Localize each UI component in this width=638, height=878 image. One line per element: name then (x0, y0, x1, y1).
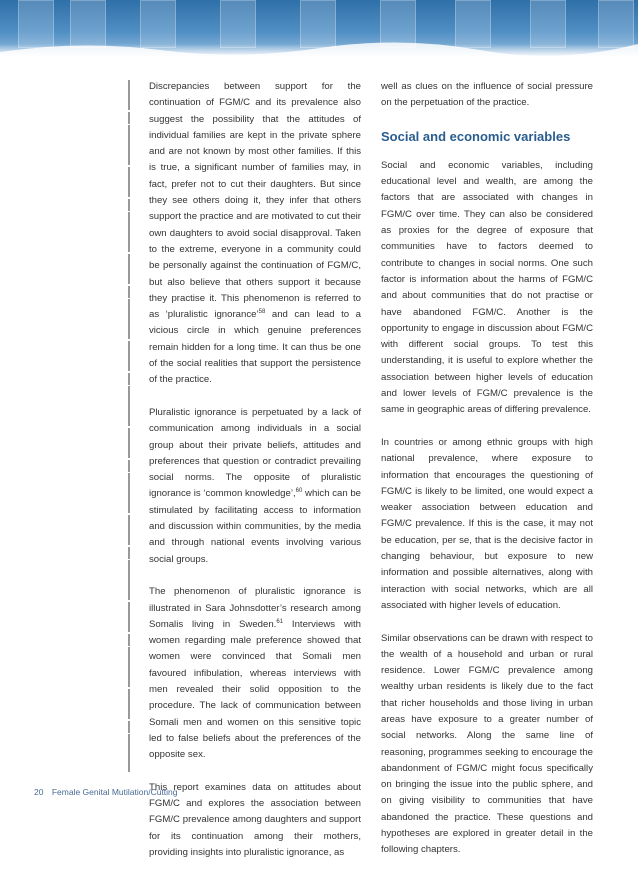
paragraph: The phenomenon of pluralistic ignorance is illustrated in Sara Johnsdotter’s research among Somalis living in Sweden.$^{61}$ Interviews with women regarding male preference showed that women were convinced that Somali men favoured infibulation, whereas interviews with men revealed their solid opposition to the procedure. The lack of communication between Somali men and women on this sensitive topic led to false beliefs about the preferences of the opposite sex. (149, 586, 361, 761)
paragraph: Pluralistic ignorance is perpetuated by a lack of communication among individuals in a social group about their private beliefs, attitudes and preferences that question or contradict prevailing social norms. The opposite of pluralistic ignorance is ‘common knowledge’,$^{60}$ which can be stimulated by facilitating access to information and discussion within communities, by the media and through national events involving various social groups. (149, 406, 362, 565)
paragraph: well as clues on the influence of social pressure on the perpetuation of the practice. (381, 81, 593, 109)
paragraph: Social and economic variables, including educational level and wealth, are among the factors that are associated with changes in FGM/C over time. They can also be considered as proxies for the degree of exposure that communities have to factors deemed to contribute to changes in social norms. One such factor is information about the harms of FGM/C and about communities that do not practise or have abandoned FGM/C. Another is the opportunity to engage in discussion about FGM/C with different social groups. To test this understanding, it is useful to explore whether the association between higher levels of education and lower levels of FGM/C prevalence is the same in geographic areas of differing prevalence. (381, 159, 593, 416)
margin-rule (128, 80, 130, 772)
left-column (149, 79, 361, 878)
page-number: 20 (34, 787, 44, 797)
paragraph: Similar observations can be drawn with respect to the wealth of a household and urban or rural residence. Lower FGM/C prevalence among wealthy urban residents is likely due to the fact that richer households and those living in urban areas have exposure to a greater number of social networks. Along the same line of reasoning, programmes seeking to encourage the abandonment of FGM/C might focus specifically on bringing the issue into the public sphere, and on giving visibility to communities that have abandoned the practice. These questions and hypotheses are explored in greater detail in the following chapters. (381, 632, 593, 856)
page-footer (34, 787, 178, 797)
paragraph: Discrepancies between support for the continuation of FGM/C and its prevalence also suggest the possibility that the attitudes of individual families are kept in the private sphere and are not known by most other families. If this is true, a significant number of families may, in fact, prefer not to cut their daughters. But since they see others doing it, they infer that others support the practice and are motivated to cut their own daughters to avoid social disapproval. Taken to the extreme, everyone in a community could be personally against the continuation of FGM/C, but also believe that others support it because they practise it. This phenomenon is referred to as ‘pluralistic ignorance’$^{58}$ and can lead to a vicious circle in which genuine preferences remain hidden for a long time. It can thus be one of the social realities that support the persistence of the practice. (149, 81, 361, 386)
paragraph: This report examines data on attitudes about FGM/C and explores the association between FGM/C prevalence among daughters and support for its continuation among their mothers, providing insights into pluralistic ignorance, as (149, 781, 361, 858)
right-column (381, 79, 593, 875)
paragraph: In countries or among ethnic groups with high national prevalence, where exposure to information that encourages the questioning of FGM/C is likely to be limited, one would expect a weaker association between education and FGM/C prevalence. If this is the case, it may not be education, per se, that is the decisive factor in changing behaviour, but exposure to new information and possible alternatives, along with interaction with social networks, which are all associated with higher levels of education. (381, 436, 593, 611)
running-title: Female Genital Mutilation/Cutting (51, 787, 178, 797)
section-heading: Social and economic variables (381, 128, 571, 144)
banner-wave (0, 38, 638, 58)
